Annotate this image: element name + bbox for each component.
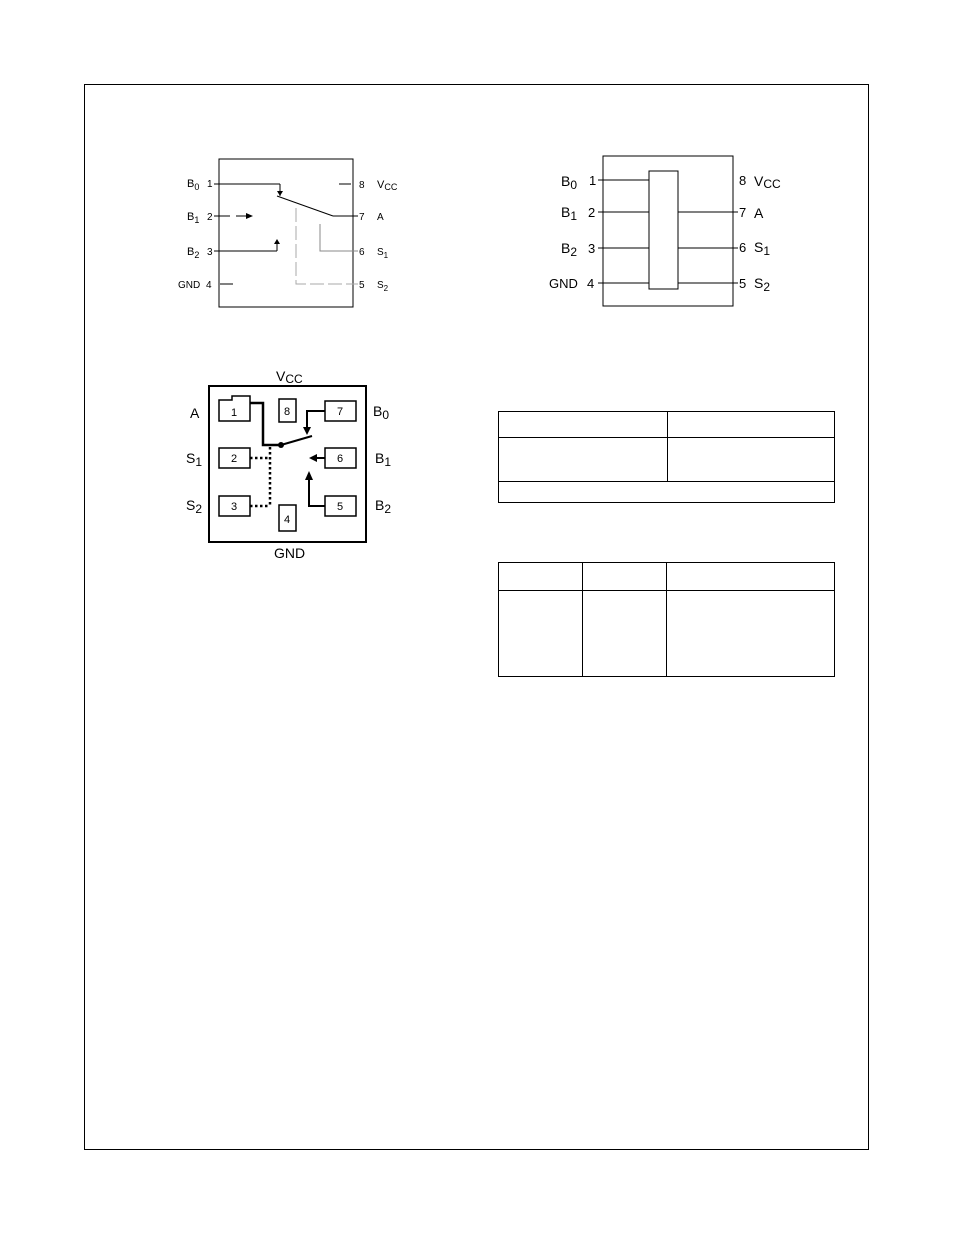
table-row xyxy=(499,482,835,503)
pin-label-vcc: VCC xyxy=(377,179,398,192)
table-cell xyxy=(499,412,668,438)
pin-label-a: A xyxy=(754,205,764,221)
pad-number-4: 4 xyxy=(284,514,291,526)
table-row xyxy=(499,438,835,482)
pin-number-8: 8 xyxy=(739,173,747,188)
table-cell xyxy=(499,438,668,482)
pin-label-b0: B0 xyxy=(561,173,578,192)
pin-number-2: 2 xyxy=(588,205,596,220)
pin-number-1: 1 xyxy=(207,179,213,190)
table-cell xyxy=(499,591,583,677)
table-cell xyxy=(668,412,835,438)
pin-label-s2: $S_2$ xyxy=(377,280,389,293)
control-line-s1 xyxy=(320,224,358,251)
pad-label-vcc: VCC xyxy=(276,368,303,386)
pin-number-8: 8 xyxy=(359,180,365,191)
arrow-up-icon xyxy=(305,471,313,480)
table-cell xyxy=(583,591,667,677)
pin-label-gnd: GND xyxy=(178,280,201,291)
pad-number-7: 7 xyxy=(337,406,344,418)
arrow-left-icon xyxy=(309,454,317,462)
pin-number-3: 3 xyxy=(588,241,596,256)
pin-label-b2: B2 xyxy=(561,240,578,259)
table-cell xyxy=(667,563,835,591)
pin-label-vcc: VCC xyxy=(754,173,781,191)
pin-label-s2: S2 xyxy=(754,275,771,294)
pin-number-3: 3 xyxy=(207,247,213,258)
pad-number-6: 6 xyxy=(337,453,344,465)
pad-label-b0: B0 xyxy=(373,403,390,422)
pad-number-3: 3 xyxy=(231,501,238,513)
pad-number-1: 1 xyxy=(231,407,238,419)
pin-number-7: 7 xyxy=(359,212,365,223)
pad-label-s2: S2 xyxy=(186,497,203,516)
arrow-head-icon xyxy=(274,239,280,244)
pin-diagram-block xyxy=(549,156,781,306)
table-cell xyxy=(499,482,835,503)
pin-diagram-switch xyxy=(178,159,398,307)
pin-label-s1: S1 xyxy=(754,239,771,258)
pin-label-b2: $B_2$ xyxy=(187,246,200,260)
pad-number-5: 5 xyxy=(337,501,344,513)
pad-diagram xyxy=(186,368,391,561)
pin-number-4: 4 xyxy=(206,280,212,291)
package-outline xyxy=(219,159,353,307)
pin-label-a: A xyxy=(377,212,384,223)
switch-arm xyxy=(281,436,312,445)
table-cell xyxy=(668,438,835,482)
arrow-head-icon xyxy=(277,191,283,196)
table-cell xyxy=(499,563,583,591)
arrow-head-icon xyxy=(246,213,253,219)
pin-label-b1: B1 xyxy=(561,204,578,223)
table-cell xyxy=(667,591,835,677)
pin-number-5: 5 xyxy=(739,276,747,291)
pin-number-7: 7 xyxy=(739,205,747,220)
pin-number-1: 1 xyxy=(589,173,597,188)
pin-label-b0: $B_0$ xyxy=(187,178,200,192)
table-function xyxy=(498,562,835,677)
common-line xyxy=(250,403,281,445)
pad-label-b2: B2 xyxy=(375,497,392,516)
switch-arm xyxy=(277,196,333,216)
arrow-down-icon xyxy=(303,427,311,435)
table-row xyxy=(499,412,835,438)
pin-number-2: 2 xyxy=(207,212,213,223)
pin-number-4: 4 xyxy=(587,276,595,291)
table-row xyxy=(499,591,835,677)
pin-number-6: 6 xyxy=(359,247,365,258)
pad-number-8: 8 xyxy=(284,406,291,418)
pin-label-gnd: GND xyxy=(549,276,578,291)
table-cell xyxy=(583,563,667,591)
pin-number-5: 5 xyxy=(359,280,365,291)
pin-label-s1: $S_1$ xyxy=(377,247,389,260)
pin-label-b1: $B_1$ xyxy=(187,211,200,225)
pad-label-gnd: GND xyxy=(274,545,306,561)
table-pin-descriptions xyxy=(498,411,835,503)
pin-number-6: 6 xyxy=(739,240,747,255)
table-row xyxy=(499,563,835,591)
pad-label-b1: B1 xyxy=(375,450,392,469)
pad-label-s1: S1 xyxy=(186,450,203,469)
pad-number-2: 2 xyxy=(231,453,238,465)
control-line-s2 xyxy=(296,208,358,284)
switch-block xyxy=(649,171,678,289)
pad-label-a: A xyxy=(190,405,200,421)
b2-line xyxy=(309,478,325,506)
